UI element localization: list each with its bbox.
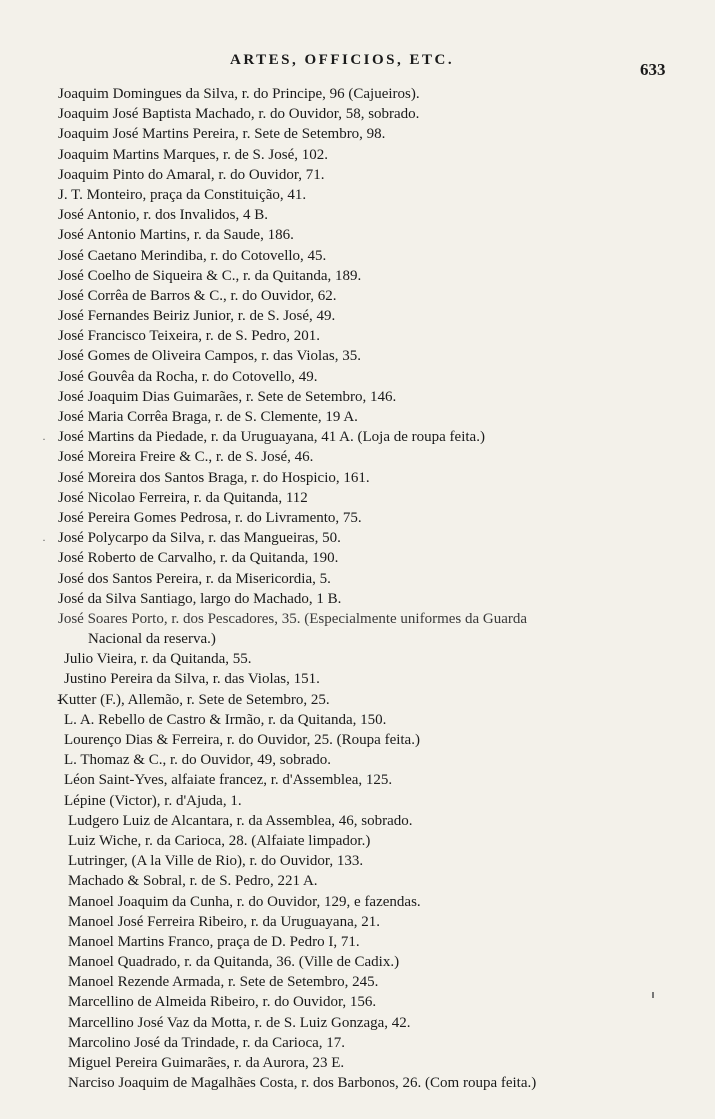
directory-entry: L. A. Rebello de Castro & Irmão, r. da Quitanda, 150. (64, 711, 387, 728)
directory-entry: Justino Pereira da Silva, r. das Violas, 151. (64, 671, 320, 688)
directory-entry: Manoel Rezende Armada, r. Sete de Setembro, 245. (68, 974, 379, 991)
directory-entry: José Gouvêa da Rocha, r. do Cotovello, 49. (58, 368, 318, 385)
directory-entry: L. Thomaz & C., r. do Ouvidor, 49, sobrado. (64, 752, 332, 769)
directory-entry: Marcolino José da Trindade, r. da Carioca, 17. (68, 1034, 346, 1051)
directory-entry: José Nicolao Ferreira, r. da Quitanda, 112 (58, 489, 308, 506)
directory-entry: José da Silva Santiago, largo do Machado, 1 B. (58, 590, 342, 607)
directory-entry: Lépine (Victor), r. d'Ajuda, 1. (64, 792, 242, 809)
directory-entry: Narciso Joaquim de Magalhães Costa, r. dos Barbonos, 26. (Com roupa feita.) (68, 1075, 537, 1092)
directory-entry: Marcellino de Almeida Ribeiro, r. do Ouvidor, 156. (68, 994, 377, 1011)
margin-mark: · (42, 432, 46, 446)
directory-entry: Miguel Pereira Guimarães, r. da Aurora, 23 E. (68, 1055, 345, 1071)
page-number: 633 (640, 60, 666, 79)
directory-entry: José Antonio, r. dos Invalidos, 4 B. (58, 207, 269, 224)
directory-entry: José Martins da Piedade, r. da Uruguayana, 41 A. (Loja de roupa feita.) (58, 429, 485, 446)
directory-entry: Manoel Joaquim da Cunha, r. do Ouvidor, 129, e fazendas. (68, 893, 421, 910)
directory-entry: Julio Vieira, r. da Quitanda, 55. (64, 651, 252, 668)
directory-entry: - Kutter (F.), Allemão, r. Sete de Setembro, 25. (0, 690, 715, 710)
directory-list (0, 84, 715, 1093)
directory-entry: José Roberto de Carvalho, r. da Quitanda, 190. (58, 550, 339, 567)
directory-entry: Joaquim José Baptista Machado, r. do Ouvidor, 58, sobrado. (58, 106, 420, 123)
directory-entry: José Soares Porto, r. dos Pescadores, 35. (Especialmente uniformes da Guarda (58, 610, 528, 627)
directory-entry: José Caetano Merindiba, r. do Cotovello, 45. (58, 247, 327, 264)
directory-entry: José Maria Corrêa Braga, r. de S. Clemente, 19 A. (58, 409, 358, 425)
directory-entry: José Joaquim Dias Guimarães, r. Sete de Setembro, 146. (58, 388, 397, 405)
directory-entry: José Coelho de Siqueira & C., r. da Quitanda, 189. (58, 267, 362, 284)
directory-entry: José Moreira Freire & C., r. de S. José, 46. (58, 449, 314, 466)
directory-entry: José Polycarpo da Silva, r. das Mangueiras, 50. (58, 530, 341, 547)
directory-entry: Léon Saint-Yves, alfaiate francez, r. d'Assemblea, 125. (64, 772, 393, 789)
directory-entry: José Fernandes Beiriz Junior, r. de S. José, 49. (58, 308, 336, 325)
running-title: ARTES, OFFICIOS, ETC. (230, 52, 455, 68)
directory-entry: Joaquim José Martins Pereira, r. Sete de Setembro, 98. (58, 126, 386, 143)
directory-entry: Ludgero Luiz de Alcantara, r. da Assemblea, 46, sobrado. (68, 812, 413, 829)
scan-speck (652, 992, 654, 998)
directory-entry: José Francisco Teixeira, r. de S. Pedro, 201. (58, 328, 320, 345)
directory-entry: J. T. Monteiro, praça da Constituição, 41. (58, 186, 307, 203)
directory-entry: Manoel Quadrado, r. da Quitanda, 36. (Ville de Cadix.) (68, 954, 400, 971)
directory-entry: José Antonio Martins, r. da Saude, 186. (58, 227, 294, 244)
directory-entry-continuation: Nacional da reserva.) (88, 631, 216, 648)
directory-entry: Joaquim Domingues da Silva, r. do Principe, 96 (Cajueiros). (58, 86, 420, 102)
directory-entry: José dos Santos Pereira, r. da Misericordia, 5. (58, 570, 331, 587)
directory-entry: José Gomes de Oliveira Campos, r. das Violas, 35. (58, 348, 361, 365)
directory-entry: Lutringer, (A la Ville de Rio), r. do Ouvidor, 133. (68, 853, 364, 870)
directory-entry: Luiz Wiche, r. da Carioca, 28. (Alfaiate limpador.) (68, 832, 371, 849)
directory-entry: José Pereira Gomes Pedrosa, r. do Livramento, 75. (58, 509, 362, 526)
directory-entry: Manoel José Ferreira Ribeiro, r. da Uruguayana, 21. (68, 913, 380, 930)
directory-entry: Manoel Martins Franco, praça de D. Pedro I, 71. (68, 933, 360, 950)
directory-entry: Marcellino José Vaz da Motta, r. de S. Luiz Gonzaga, 42. (68, 1014, 411, 1031)
page-header (0, 52, 715, 79)
directory-entry: Lourenço Dias & Ferreira, r. do Ouvidor, 25. (Roupa feita.) (64, 732, 420, 748)
directory-entry: José Moreira dos Santos Braga, r. do Hospicio, 161. (58, 469, 370, 486)
directory-entry: José Corrêa de Barros & C., r. do Ouvidor, 62. (58, 287, 337, 304)
directory-entry: Joaquim Pinto do Amaral, r. do Ouvidor, 71. (58, 166, 325, 183)
directory-entry: Joaquim Martins Marques, r. de S. José, 102. (58, 146, 328, 163)
margin-mark: · (42, 533, 46, 547)
directory-entry: Machado & Sobral, r. de S. Pedro, 221 A. (68, 873, 318, 890)
